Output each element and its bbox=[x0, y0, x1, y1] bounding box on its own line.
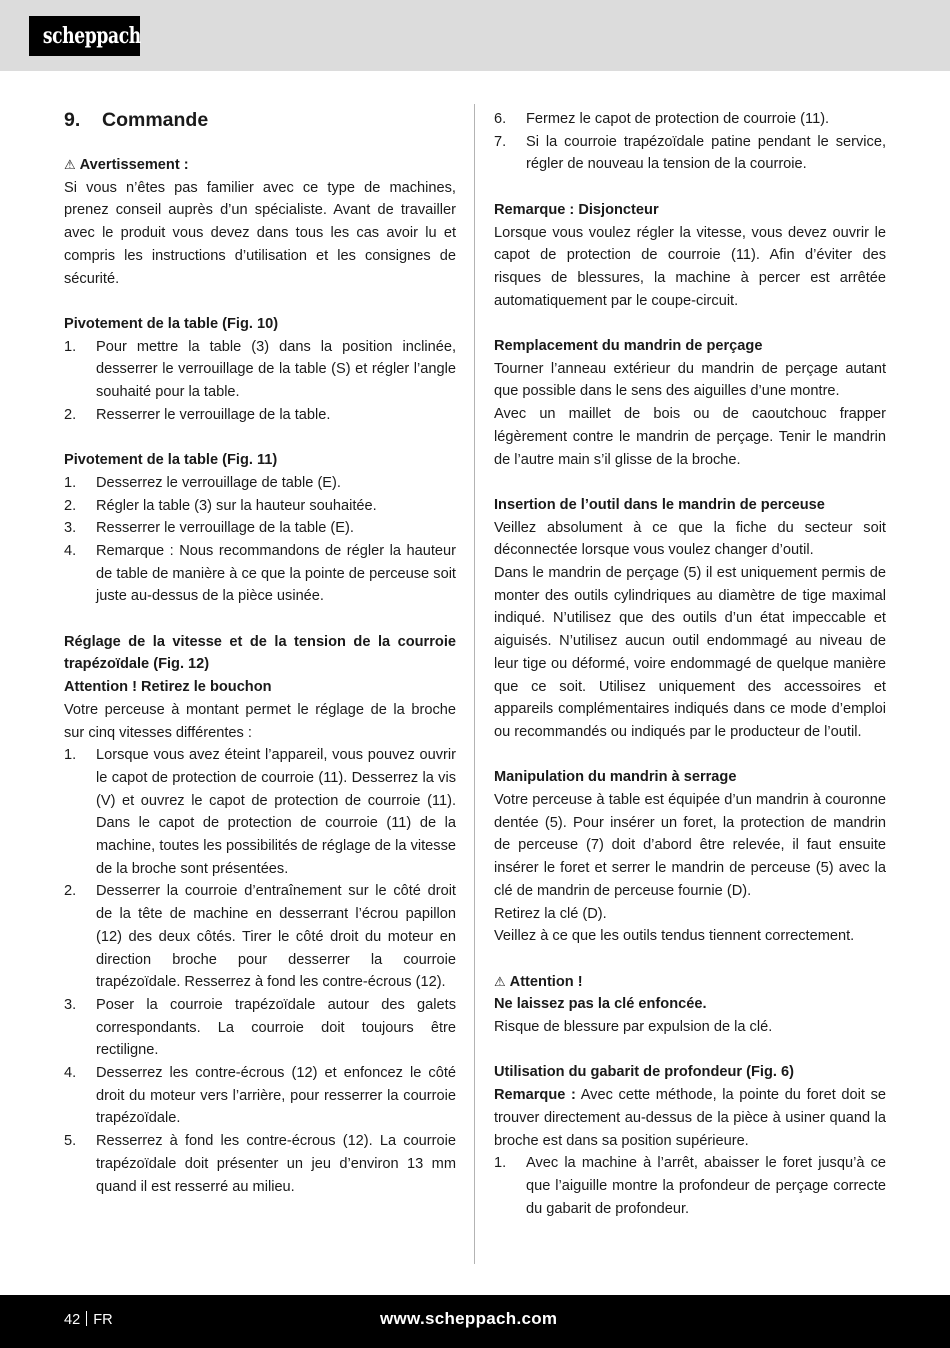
pivot-fig10-heading: Pivotement de la table (Fig. 10) bbox=[64, 315, 279, 332]
list-item: 4. Desserrez les contre-écrous (12) et enfoncez le côté droit du moteur vers l’arrière, pour resserrer la courroie trapézoïdale. bbox=[64, 1065, 456, 1127]
website-link[interactable]: www.scheppach.com bbox=[380, 1309, 558, 1328]
page-number: 42 FR bbox=[64, 1312, 113, 1328]
section-title bbox=[64, 108, 456, 132]
speed-list bbox=[64, 744, 456, 1198]
tool-insert-heading: Insertion de l’outil dans le mandrin de perceuse bbox=[494, 496, 825, 513]
attention-text: Risque de blessure par expulsion de la clé. bbox=[494, 1019, 773, 1036]
left-column bbox=[64, 108, 456, 1198]
column-divider bbox=[474, 104, 475, 1264]
list-item: 1. Desserrez le verrouillage de table (E). bbox=[64, 474, 341, 491]
chuck-replace-text-1: Tourner l’anneau extérieur du mandrin de perçage autant que possible dans le sens des aiguilles d’une montre. bbox=[494, 360, 886, 400]
list-item: 3. Poser la courroie trapézoïdale autour des galets correspondants. La courroie doit toujours être rectiligne. bbox=[64, 996, 456, 1059]
warning-heading: ⚠ Avertissement : bbox=[64, 154, 456, 177]
pivot-fig11-list bbox=[64, 472, 456, 608]
depth-note: Remarque : Avec cette méthode, la pointe du foret doit se trouver directement au-dessus de la pièce à usiner quand la broche est dans sa position supérieure. bbox=[494, 1087, 886, 1149]
chuck-handling-text-3: Veillez à ce que les outils tendus tiennent correctement. bbox=[494, 928, 855, 945]
speed-intro: Votre perceuse à montant permet le réglage de la broche sur cinq vitesses différentes : bbox=[64, 701, 456, 741]
chuck-handling-heading: Manipulation du mandrin à serrage bbox=[494, 769, 737, 786]
depth-heading: Utilisation du gabarit de profondeur (Fig. 6) bbox=[494, 1064, 794, 1081]
chuck-handling-text-2: Retirez la clé (D). bbox=[494, 905, 607, 922]
page-footer bbox=[0, 1295, 950, 1348]
depth-list bbox=[494, 1152, 886, 1220]
list-item: 7. Si la courroie trapézoïdale patine pendant le service, régler de nouveau la tension de la courroie. bbox=[494, 133, 886, 173]
warning-text: Si vous n’êtes pas familier avec ce type de machines, prenez conseil auprès d’un spécialiste. Avant de travailler avec le produit vous devez dans tous les cas avoir lu et compris les instructions d’utilisation et les consignes de sécurité. bbox=[64, 179, 456, 287]
section-heading: Commande bbox=[102, 109, 209, 131]
speed-list-continued bbox=[494, 108, 886, 176]
warning-triangle-icon: ⚠ bbox=[64, 157, 76, 172]
tool-insert-text-2: Dans le mandrin de perçage (5) il est uniquement permis de monter des outils cylindriques au diamètre de tige maximal indiqué. N’utilisez que des outils d’un état impeccable et aiguisés. N’utilisez aucun outil endommagé au niveau de leur tige ou déformé, voire endommagé de quelque manière que ce soit. Utilisez uniquement des accessoires et appareils complémentaires indiqués dans ce mode d’emploi ou recommandés ou indiqués par le producteur de l’outil. bbox=[494, 565, 886, 740]
chuck-replace-heading: Remplacement du mandrin de perçage bbox=[494, 338, 763, 354]
list-item: 1. Avec la machine à l’arrêt, abaisser le foret jusqu’à ce que l’aiguille montre la profondeur de perçage correcte du gabarit de profondeur. bbox=[494, 1155, 886, 1217]
warning-triangle-icon: ⚠ bbox=[494, 973, 506, 989]
list-item: 6. Fermez le capot de protection de courroie (11). bbox=[494, 111, 830, 127]
speed-attention: Attention ! Retirez le bouchon bbox=[64, 679, 272, 696]
list-item: 4. Remarque : Nous recommandons de régler la hauteur de table de manière à ce que la pointe de perceuse soit juste au-dessus de la pièce usinée. bbox=[64, 542, 456, 605]
breaker-text: Lorsque vous voulez régler la vitesse, vous devez ouvrir le capot de protection de courroie (11). Afin d’éviter des risques de blessures, la machine à percer est arrêtée automatiquement par le coupe-circuit. bbox=[494, 224, 886, 309]
chuck-handling-text-1: Votre perceuse à table est équipée d’un mandrin à couronne dentée (5). Pour insérer un foret, la protection de mandrin de perceuse (7) doit d’abord être relevée, il faut ensuite insérer le foret et serrer le mandrin de perceuse (5) avec la clé de mandrin de perceuse fournie (D). bbox=[494, 792, 886, 899]
page-header bbox=[0, 0, 950, 71]
list-item: 2. Resserrer le verrouillage de la table. bbox=[64, 406, 331, 423]
list-item: 2. Desserrer la courroie d’entraînement sur le côté droit de la tête de machine en desserrant l’écrou papillon (12) des deux côtés. Tirer le côté droit du moteur en direction broche pour desserrer la courroie trapézoïdale. Resserrez à fond les contre-écrous (12). bbox=[64, 883, 456, 991]
speed-heading: Réglage de la vitesse et de la tension de la courroie trapézoïdale (Fig. 12) bbox=[64, 633, 456, 673]
right-column bbox=[494, 108, 886, 1220]
attention-line2: Ne laissez pas la clé enfoncée. bbox=[494, 996, 707, 1013]
chuck-replace-text-2: Avec un maillet de bois ou de caoutchouc frapper légèrement contre le mandrin de perçage. Tenir le mandrin de l’autre main s’il glisse de la broche. bbox=[494, 406, 886, 468]
breaker-heading: Remarque : Disjoncteur bbox=[494, 201, 659, 218]
list-item: 3. Resserrer le verrouillage de la table (E). bbox=[64, 520, 354, 537]
list-item: 2. Régler la table (3) sur la hauteur souhaitée. bbox=[64, 497, 377, 514]
scheppach-logo: scheppach bbox=[29, 16, 140, 56]
list-item: 1. Pour mettre la table (3) dans la position inclinée, desserrer le verrouillage de la table (S) et régler l’angle souhaité pour la table. bbox=[64, 338, 456, 401]
tool-insert-text-1: Veillez absolument à ce que la fiche du secteur soit déconnectée lorsque vous voulez changer d’outil. bbox=[494, 519, 886, 559]
section-number: 9. bbox=[64, 109, 81, 131]
pivot-fig10-list bbox=[64, 336, 456, 427]
attention-heading: ⚠ Attention ! bbox=[494, 971, 886, 994]
list-item: 5. Resserrez à fond les contre-écrous (12). La courroie trapézoïdale doit présenter un jeu d’environ 13 mm quand il est resserré au milieu. bbox=[64, 1133, 456, 1195]
list-item: 1. Lorsque vous avez éteint l’appareil, vous pouvez ouvrir le capot de protection de courroie (11). Desserrez la vis (V) et ouvrez le capot de protection de courroie (11). Dans le capot de protection de courroie (11) de la machine, toutes les possibilités de réglage de la vitesse de la broche sont présentées. bbox=[64, 747, 456, 877]
pivot-fig11-heading: Pivotement de la table (Fig. 11) bbox=[64, 452, 278, 469]
